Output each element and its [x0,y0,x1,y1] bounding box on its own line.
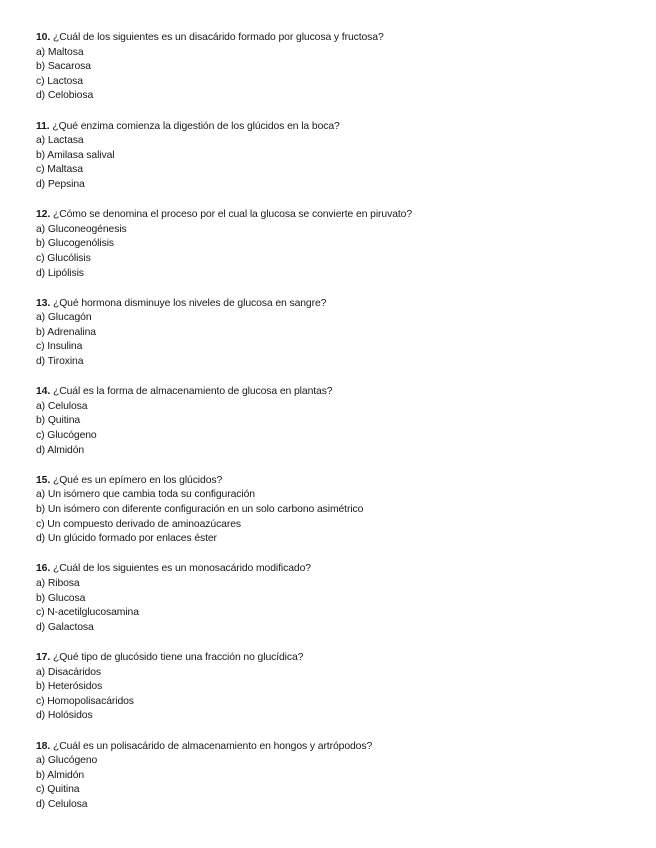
question-text: ¿Qué es un epímero en los glúcidos? [52,474,223,486]
question-number: 10. [36,32,51,43]
answer-option: a) Celulosa [36,400,88,412]
answer-option: d) Holósidos [36,710,93,722]
answer-option: b) Almidón [36,769,85,781]
answer-option: c) N-acetilglucosamina [36,607,139,619]
answer-option: d) Tiroxina [36,356,84,368]
question-block [36,208,636,281]
answer-option: b) Glucogenólisis [36,238,115,250]
question-line [36,562,636,577]
question-line [36,120,636,135]
answer-option: a) Lactasa [36,135,84,147]
answer-option: b) Adrenalina [36,326,96,338]
question-line [36,474,636,489]
question-block [36,562,636,635]
answer-option: d) Galactosa [36,621,94,633]
question-number: 16. [36,563,51,575]
answer-option: c) Homopolisacáridos [36,695,134,707]
question-block [36,474,636,547]
answer-option: b) Sacarosa [36,61,91,73]
answer-option: d) Un glúcido formado por enlaces éster [36,533,217,545]
answer-option: d) Celulosa [36,798,88,810]
question-text: ¿Cuál de los siguientes es un disacárido formado por glucosa y fructosa? [52,32,384,43]
question-text: ¿Qué hormona disminuye los niveles de glucosa en sangre? [52,297,327,309]
answer-option: a) Un isómero que cambia toda su configuración [36,489,255,501]
answer-option: a) Gluconeogénesis [36,223,127,235]
answer-option: d) Lipólisis [36,267,84,279]
question-number: 13. [36,297,51,309]
question-text: ¿Cuál es un polisacárido de almacenamiento en hongos y artrópodos? [52,740,373,752]
question-number: 17. [36,651,51,663]
question-text: ¿Cuál es la forma de almacenamiento de glucosa en plantas? [52,386,333,398]
question-number: 14. [36,386,51,398]
answer-option: d) Almidón [36,444,85,456]
question-line [36,297,636,312]
answer-option: c) Quitina [36,784,80,796]
question-block [36,740,636,813]
answer-option: c) Maltasa [36,164,83,176]
answer-option: d) Celobiosa [36,90,94,102]
question-line [36,651,636,666]
question-block [36,385,636,458]
answer-option: a) Ribosa [36,577,80,589]
answer-option: b) Glucosa [36,592,86,604]
question-line [36,385,636,400]
question-block [36,297,636,370]
question-list [36,31,636,828]
question-text: ¿Qué tipo de glucósido tiene una fracción no glucídica? [52,651,304,663]
question-block [36,120,636,193]
question-text: ¿Cómo se denomina el proceso por el cual la glucosa se convierte en piruvato? [52,209,413,221]
answer-option: c) Insulina [36,341,83,353]
question-line [36,208,636,223]
answer-option: a) Glucógeno [36,755,98,767]
question-block [36,651,636,724]
answer-option: a) Maltosa [36,46,84,58]
answer-option: a) Disacáridos [36,666,102,678]
answer-option: c) Glucógeno [36,430,97,442]
question-number: 11. [36,120,50,132]
question-block [36,31,636,104]
answer-option: c) Glucólisis [36,252,91,264]
answer-option: a) Glucagón [36,312,92,324]
answer-option: c) Un compuesto derivado de aminoazúcares [36,518,241,530]
question-line [36,740,636,755]
question-text: ¿Cuál de los siguientes es un monosacárido modificado? [52,563,311,575]
question-number: 15. [36,474,51,486]
question-text: ¿Qué enzima comienza la digestión de los glúcidos en la boca? [52,120,340,132]
question-number: 18. [36,740,51,752]
answer-option: d) Pepsina [36,178,85,190]
answer-option: c) Lactosa [36,75,83,87]
answer-option: b) Un isómero con diferente configuración en un solo carbono asimétrico [36,504,364,515]
answer-option: b) Heterósidos [36,681,103,693]
answer-option: b) Quitina [36,415,81,427]
answer-option: b) Amilasa salival [36,149,115,161]
question-line [36,31,636,46]
question-number: 12. [36,209,51,221]
